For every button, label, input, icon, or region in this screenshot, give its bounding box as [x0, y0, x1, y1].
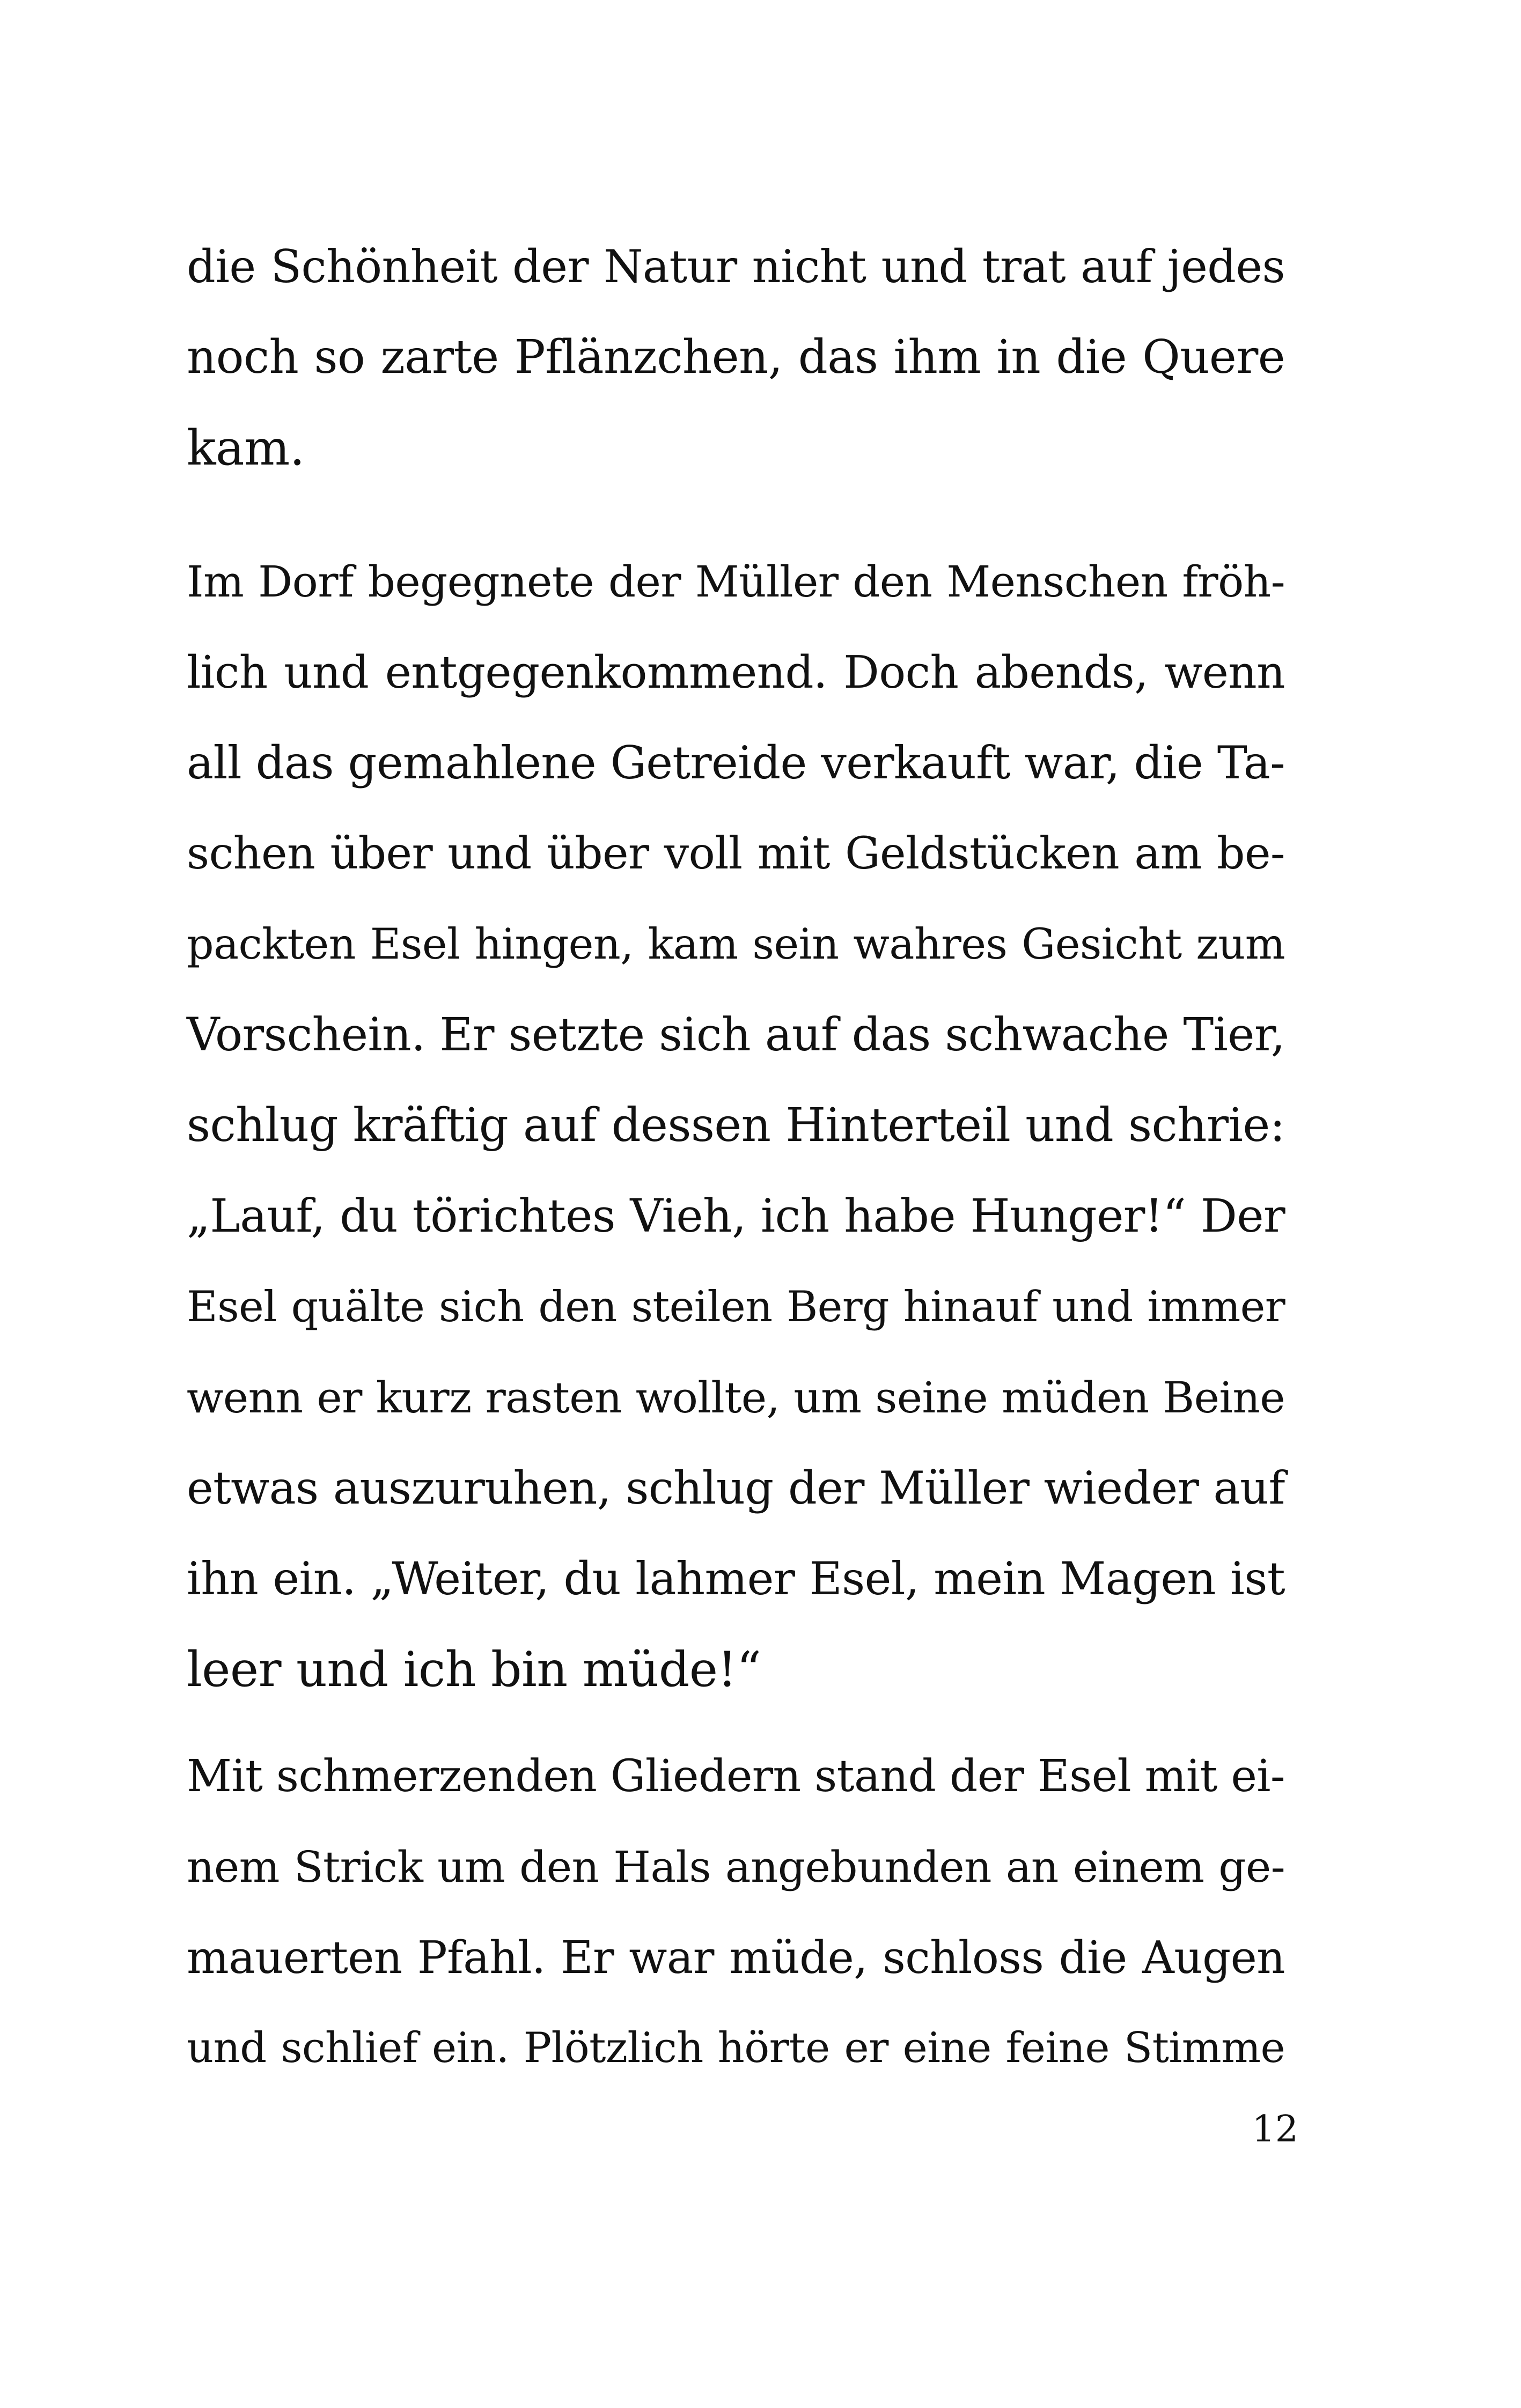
text-line: etwas auszuruhen, schlug der Müller wieder auf: [187, 1462, 1285, 1514]
paragraph-3: [187, 1731, 1285, 2094]
text-line: mauerten Pfahl. Er war müde, schloss die Augen: [187, 1932, 1285, 1984]
paragraph-2: [187, 536, 1285, 1715]
text-line: wenn er kurz rasten wollte, um seine müden Beine: [187, 1373, 1285, 1423]
text-line: Im Dorf begegnete der Müller den Menschen fröh-: [187, 557, 1285, 607]
text-line: lich und entgegenkommend. Doch abends, wenn: [187, 646, 1285, 698]
page-number: 12: [1252, 2108, 1298, 2151]
text-line: die Schönheit der Natur nicht und trat auf jedes: [187, 240, 1285, 293]
text-line: „Lauf, du törichtes Vieh, ich habe Hunger!“ Der: [187, 1190, 1285, 1243]
text-line: all das gemahlene Getreide verkauft war, die Ta-: [187, 737, 1285, 789]
text-line: Esel quälte sich den steilen Berg hinauf und immer: [187, 1282, 1285, 1331]
text-line: und schlief ein. Plötzlich hörte er eine feine Stimme: [187, 2024, 1285, 2072]
text-line: ihn ein. „Weiter, du lahmer Esel, mein Magen ist: [187, 1552, 1285, 1605]
text-line: schen über und über voll mit Geldstücken am be-: [187, 828, 1285, 879]
text-line: packten Esel hingen, kam sein wahres Gesicht zum: [187, 919, 1285, 969]
text-line: Vorschein. Er setzte sich auf das schwache Tier,: [187, 1008, 1285, 1062]
text-line: nem Strick um den Hals angebunden an einem ge-: [187, 1842, 1285, 1892]
text-line: schlug kräftig auf dessen Hinterteil und schrie:: [187, 1099, 1285, 1152]
text-line: Mit schmerzenden Gliedern stand der Esel mit ei-: [187, 1751, 1285, 1802]
text-line: leer und ich bin müde!“: [187, 1641, 761, 1698]
text-line: kam.: [187, 420, 305, 476]
text-line: noch so zarte Pflänzchen, das ihm in die Quere: [187, 330, 1285, 384]
paragraph-1: [187, 222, 1285, 494]
